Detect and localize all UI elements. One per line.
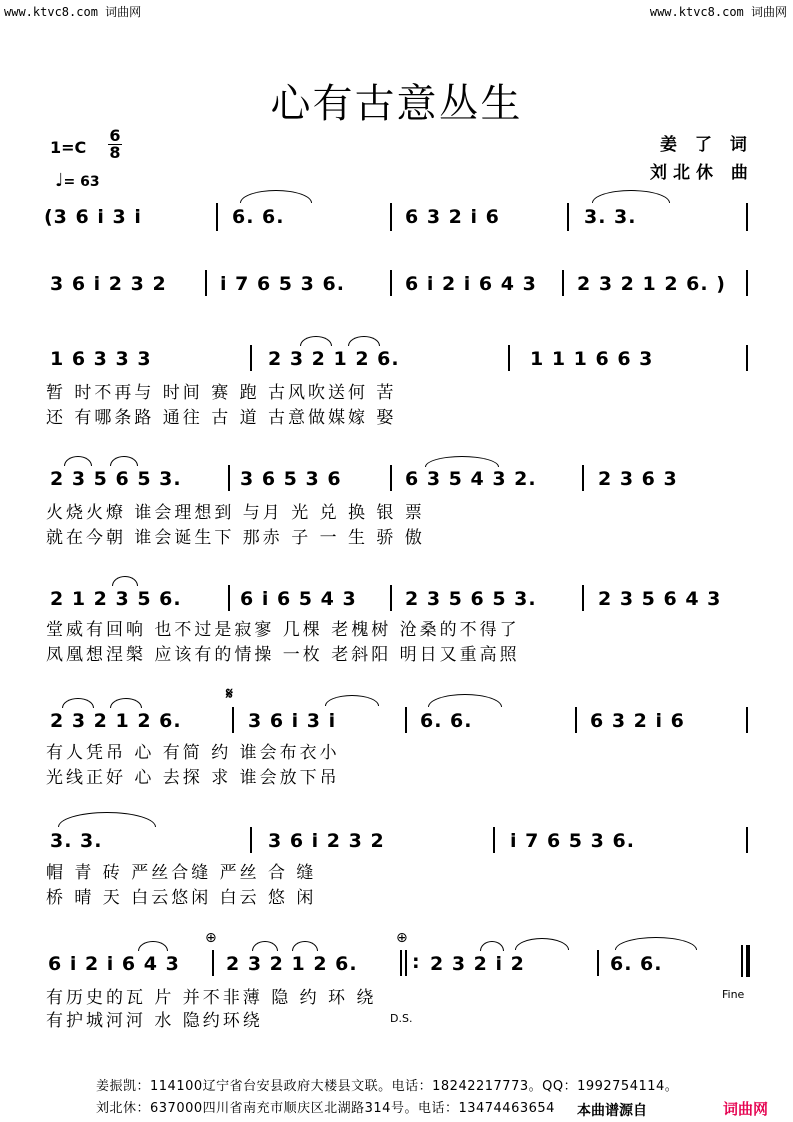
key-signature: 1=C [50,138,87,157]
measure-6-3: 6. 6. [420,710,473,732]
double-barline [400,950,402,976]
final-barline-thin [741,945,743,977]
barline [746,345,748,371]
quarter-note-icon: ♩ [55,170,64,191]
barline [405,707,407,733]
lyric-line-8b: 有护城河河 水 隐约环绕 [46,1011,263,1031]
fine-mark: Fine [722,988,745,1001]
barline [746,203,748,231]
lyric-line-6a: 有人凭吊 心 有简 约 谁会布衣小 [46,743,340,763]
slur-arc [425,456,499,467]
measure-2-3: 6 i 2 i 6 4 3 [405,273,537,295]
segno-sign: 𝄋 [226,684,233,703]
barline [250,827,252,853]
barline [390,203,392,231]
barline [390,585,392,611]
repeat-dots: : [412,951,421,973]
lyric-line-3a: 暂 时不再与 时间 赛 跑 古风吹送何 苦 [46,383,397,403]
lyric-line-5b: 凤凰想涅槃 应该有的情操 一枚 老斜阳 明日又重高照 [46,645,520,665]
barline [212,950,214,976]
measure-7-2: 3 6 i 2 3 2 [268,830,385,852]
measure-2-2: i 7 6 5 3 6. [220,273,345,295]
barline [216,203,218,231]
measure-1-1: (3 6 i 3 i [44,206,142,228]
barline [390,465,392,491]
measure-7-1: 3. 3. [50,830,103,852]
slur-arc [480,941,504,951]
barline [746,827,748,853]
double-barline [405,950,407,976]
footer-contact-1: 姜振凯：114100辽宁省台安县政府大楼县文联。电话：18242217773。QQ：1992754114。 [96,1079,679,1094]
lyric-line-6b: 光线正好 心 去探 求 谁会放下吊 [46,768,340,788]
site-watermark-left[interactable]: www.ktvc8.com 词曲网 [4,5,142,19]
barline [205,270,207,296]
measure-8-2: 2 3 2 1 2 6. [226,953,358,975]
measure-4-2: 3 6 5 3 6 [240,468,342,490]
footer-contact-2: 刘北休：637000四川省南充市顺庆区北湖路314号。电话：13474463654 [96,1101,555,1116]
coda-sign: ⊕ [205,930,217,946]
composer-credit: 刘北休 曲 [650,163,754,183]
barline [250,345,252,371]
coda-sign: ⊕ [396,930,408,946]
barline [582,585,584,611]
barline [390,270,392,296]
site-watermark-right[interactable]: www.ktvc8.com 词曲网 [649,5,787,19]
barline [597,950,599,976]
measure-5-1: 2 1 2 3 5 6. [50,588,182,610]
time-top: 6 [109,126,121,145]
measure-5-3: 2 3 5 6 5 3. [405,588,537,610]
tie-arc [428,694,502,707]
slur-arc [252,941,278,951]
barline [562,270,564,296]
lyric-line-3b: 还 有哪条路 通往 古 道 古意做媒嫁 娶 [46,408,397,428]
barline [508,345,510,371]
final-barline-thick [746,945,750,977]
measure-3-2: 2 3 2 1 2 6. [268,348,400,370]
lyric-line-5a: 堂威有回响 也不过是寂寥 几棵 老槐树 沧桑的不得了 [46,620,520,640]
measure-5-2: 6 i 6 5 4 3 [240,588,357,610]
lyric-line-8a: 有历史的瓦 片 并不非薄 隐 约 环 绕 [46,988,377,1008]
time-bottom: 8 [109,143,121,162]
measure-1-2: 6. 6. [232,206,285,228]
measure-1-4: 3. 3. [584,206,637,228]
slur-arc [348,336,380,346]
barline [228,465,230,491]
lyric-line-7b: 桥 晴 天 白云悠闲 白云 悠 闲 [46,888,317,908]
measure-7-3: i 7 6 5 3 6. [510,830,635,852]
measure-4-3: 6 3 5 4 3 2. [405,468,537,490]
tie-arc [615,937,697,950]
barline [575,707,577,733]
barline [228,585,230,611]
ds-mark: D.S. [390,1012,413,1025]
slur-arc [138,941,168,951]
measure-6-4: 6 3 2 i 6 [590,710,685,732]
lyricist-credit: 姜 了 词 [660,135,753,155]
site-logo[interactable]: 词曲网 [723,1100,769,1118]
tie-arc [58,812,156,827]
measure-8-1: 6 i 2 i 6 4 3 [48,953,180,975]
time-signature [108,128,122,161]
measure-5-4: 2 3 5 6 4 3 [598,588,722,610]
tempo-value: = 63 [63,174,100,190]
measure-8-3: 2 3 2 i 2 [430,953,525,975]
measure-2-4: 2 3 2 1 2 6. ) [577,273,726,295]
slur-arc [515,938,569,950]
measure-4-1: 2 3 5 6 5 3. [50,468,182,490]
tempo-marking [55,170,100,191]
measure-3-3: 1 1 1 6 6 3 [530,348,654,370]
tie-arc [592,190,670,203]
slur-arc [292,941,318,951]
lyric-line-4b: 就在今朝 谁会诞生下 那赤 子 一 生 骄 傲 [46,528,425,548]
measure-8-4: 6. 6. [610,953,663,975]
barline [746,707,748,733]
barline [232,707,234,733]
slur-arc [300,336,332,346]
source-label: 本曲谱源自 [577,1103,647,1119]
slur-arc [325,695,379,706]
barline [746,270,748,296]
lyric-line-4a: 火烧火燎 谁会理想到 与月 光 兑 换 银 票 [46,503,425,523]
tie-arc [240,190,312,203]
slur-arc [112,576,138,586]
slur-arc [62,698,94,708]
measure-6-2: 3 6 i 3 i [248,710,337,732]
measure-1-3: 6 3 2 i 6 [405,206,500,228]
measure-3-1: 1 6 3 3 3 [50,348,152,370]
measure-2-1: 3 6 i 2 3 2 [50,273,167,295]
barline [567,203,569,231]
slur-arc [110,698,142,708]
measure-4-4: 2 3 6 3 [598,468,678,490]
lyric-line-7a: 帽 青 砖 严丝合缝 严丝 合 缝 [46,863,317,883]
barline [582,465,584,491]
slur-arc [64,456,92,466]
barline [493,827,495,853]
slur-arc [110,456,138,466]
song-title: 心有古意丛生 [270,81,523,127]
measure-6-1: 2 3 2 1 2 6. [50,710,182,732]
